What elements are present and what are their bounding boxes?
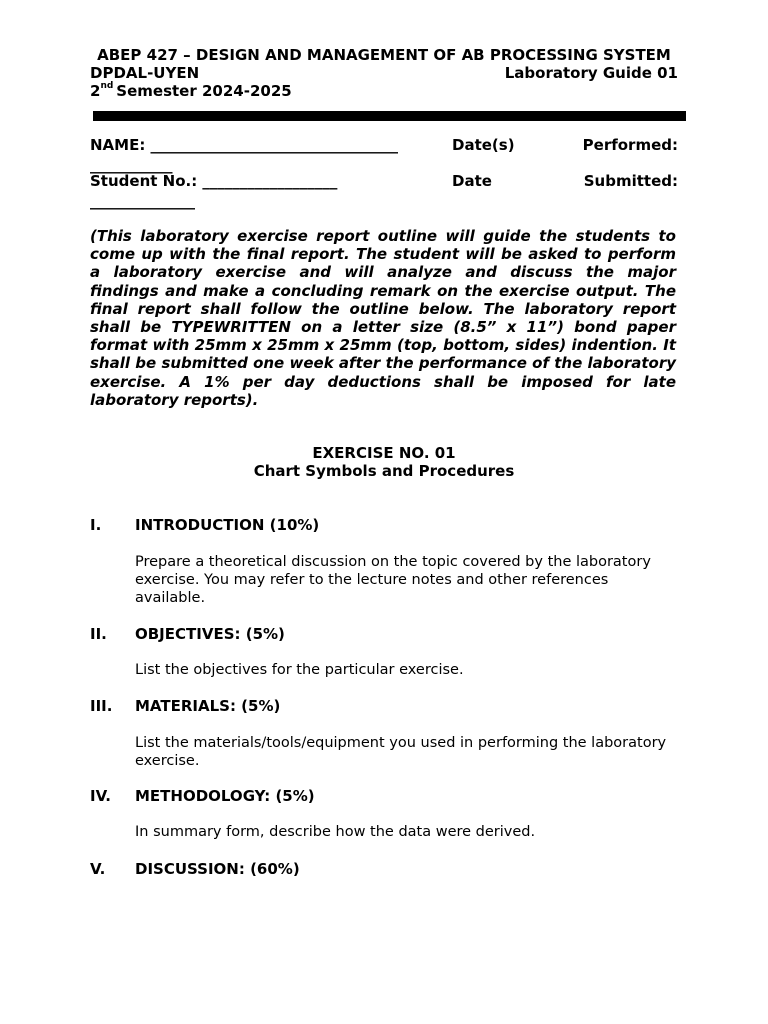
student-no-continuation: ______________ [90, 192, 195, 210]
section-body-materials: List the materials/tools/equipment you used in performing the laboratory exercise. [135, 735, 667, 769]
header-divider [93, 111, 686, 121]
section-number: II. [90, 625, 107, 643]
section-heading-objectives: OBJECTIVES: (5%) [135, 625, 285, 643]
date-performed-label: Date(s) [452, 136, 515, 154]
exercise-title: Chart Symbols and Procedures [253, 462, 515, 480]
document-title: ABEP 427 – DESIGN AND MANAGEMENT OF AB PROCESSING SYSTEM [97, 46, 671, 64]
section-number: III. [90, 697, 113, 715]
section-body-introduction: Prepare a theoretical discussion on the topic covered by the laboratory exercise. You may refer to the lecture notes and other references available. [135, 554, 651, 606]
organization-label: DPDAL-UYEN [90, 64, 200, 82]
date-performed-label-2: Performed: [582, 136, 678, 154]
section-body-methodology: In summary form, describe how the data were derived. [135, 824, 536, 840]
name-field-continuation: ___________ [90, 156, 173, 174]
section-heading-methodology: METHODOLOGY: (5%) [135, 787, 315, 805]
semester-suffix: nd [100, 81, 114, 91]
section-number: I. [90, 516, 102, 534]
section-body-objectives: List the objectives for the particular exercise. [135, 662, 464, 678]
section-heading-discussion: DISCUSSION: (60%) [135, 860, 300, 878]
report-instructions: (This laboratory exercise report outline will guide the students to come up with the final report. The student will be asked to perform a laboratory exercise and will analyze and discuss the major findings and make a concluding remark on the exercise output. The final report shall follow the outline below. The laboratory report shall be TYPEWRITTEN on a letter size (8.5” x 11”) bond paper format with 25mm x 25mm x 25mm (top, bottom, sides) indention. It shall be submitted one week after the performance of the laboratory exercise. A 1% per day deductions shall be imposed for late laboratory reports). [90, 227, 676, 409]
semester-text: Semester 2024-2025 [116, 82, 292, 100]
section-number: IV. [90, 787, 111, 805]
guide-label: Laboratory Guide 01 [504, 64, 678, 82]
section-heading-materials: MATERIALS: (5%) [135, 697, 281, 715]
date-submitted-label: Date [452, 172, 492, 190]
semester-number: 2 [90, 82, 101, 100]
section-number: V. [90, 860, 106, 878]
date-submitted-label-2: Submitted: [583, 172, 678, 190]
exercise-number: EXERCISE NO. 01 [312, 444, 456, 462]
student-no-field-label: Student No.: __________________ [90, 172, 338, 190]
section-heading-introduction: INTRODUCTION (10%) [135, 516, 320, 534]
name-field-label: NAME: _________________________________ [90, 136, 399, 154]
semester-label [90, 82, 292, 100]
